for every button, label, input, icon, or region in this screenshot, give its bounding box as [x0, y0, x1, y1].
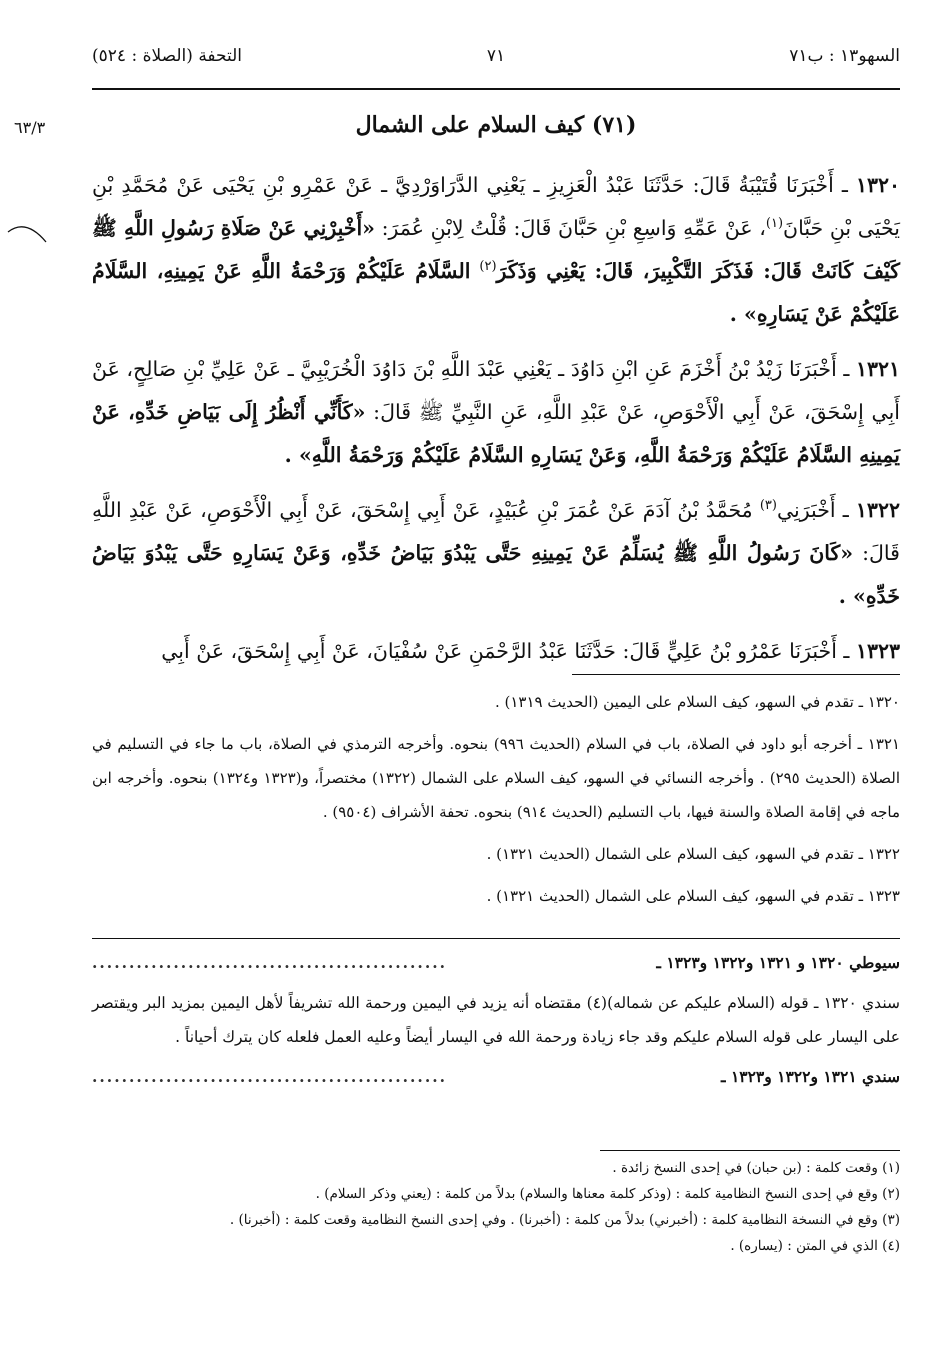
footnote-4: (٤) الذي في المتن : (يساره) . — [730, 1238, 900, 1254]
hadith-matn: «أَخْبِرْنِي عَنْ صَلَاةِ رَسُولِ اللَّهِ ﷺ كَيْفَ كَانَتْ قَالَ: فَذَكَرَ التَّكْبِيرَ، قَالَ: يَعْنِي وَذَكَرَ — [92, 216, 900, 283]
hadith-1322 — [92, 489, 900, 618]
footnotes-divider — [600, 1150, 900, 1151]
header-source-ref: السهو۱۳ : ب۷۱ — [789, 46, 900, 66]
takhrij-divider — [572, 674, 900, 675]
footnote-ref-3: (۳) — [759, 498, 777, 514]
header-divider — [92, 88, 900, 90]
hadith-1323 — [92, 630, 900, 673]
takhrij-1321: ۱۳۲۱ ـ أخرجه أبو داود في الصلاة، باب في السلام (الحديث ۹۹٦) بنحوه. وأخرجه الترمذي في الصلاة، باب ما جاء في التسليم في الصلاة (الحديث ۲۹٥) . وأخرجه النسائي في السهو، كيف السلام على الشمال (۱۳۲۲) مختصراً، و(۱۳۲۳ و۱۳۲٤) بنحوه. وأخرجه ابن ماجه في إقامة الصلاة والسنة فيها، باب التسليم (الحديث ۹۱٤) بنحوه. تحفة الأشراف (۹٥۰٤) . — [92, 735, 900, 821]
footnote-1: (۱) وقعت كلمة : (بن حبان) في إحدى النسخ زائدة . — [612, 1160, 900, 1176]
takhrij-1322: ۱۳۲۲ ـ تقدم في السهو، كيف السلام على الشمال (الحديث ۱۳۲۱) . — [486, 845, 900, 863]
takhrij-notes — [92, 674, 900, 921]
hadith-matn: «كَانَ رَسُولُ اللَّهِ ﷺ يُسَلِّمُ عَنْ يَمِينِهِ حَتَّى يَبْدُوَ بَيَاضُ خَدِّهِ، وَعَنْ يَسَارِهِ حَتَّى يَبْدُوَ بَيَاضُ خَدِّهِ» . — [92, 541, 900, 608]
margin-volume-ref: ۳/٦۳ — [14, 118, 46, 137]
running-header — [92, 40, 900, 90]
hadith-isnad: ـ أَخْبَرَنِي — [776, 498, 849, 522]
footnotes — [92, 1150, 900, 1259]
margin-bracket-mark — [6, 218, 48, 248]
suyuti-label: سيوطي ۱۳۲۰ و ۱۳۲۱ و۱۳۲۲ و۱۳۲۳ ـ — [656, 953, 900, 972]
sharh-divider — [92, 938, 900, 939]
hadith-number: ۱۳۲۱ — [855, 357, 900, 381]
hadith-isnad-cont: مُحَمَّدُ بْنُ آدَمَ عَنْ عُمَرَ بْنِ عُبَيْدٍ، عَنْ أَبِي إِسْحَقَ، عَنْ أَبِي الْأَحْوَصِ، عَنْ عَبْدِ اللَّهِ قَالَ: — [92, 498, 900, 565]
sindi-1320-text: سندي ۱۳۲۰ ـ قوله (السلام عليكم عن شماله)(٤) مقتضاه أنه يزيد في اليمين ورحمة الله تشريفاً لأهل اليمين بمزيد البر ويقتصر على اليسار على قوله السلام عليكم وقد جاء زيادة ورحمة الله في اليسار أيضاً وعليه العمل فلعله كان يترك أحياناً . — [92, 994, 900, 1046]
footnote-2: (۲) وقع في إحدى النسخ النظامية كلمة : (وذكر كلمة معناها والسلام) بدلاً من كلمة : (يعني وذكر السلام) . — [315, 1186, 900, 1202]
footnote-ref-2: (۲) — [479, 259, 497, 275]
hadith-1320 — [92, 164, 900, 336]
suyuti-heading — [92, 946, 900, 980]
sindi-label-2: سندي ۱۳۲۱ و۱۳۲۲ و۱۳۲۳ ـ — [721, 1067, 900, 1086]
header-tuhfa-ref: التحفة (الصلاة : ٥٢٤) — [92, 46, 243, 66]
hadith-number: ۱۳۲۳ — [855, 639, 900, 663]
hadith-matn-cont: السَّلَامُ عَلَيْكُمْ وَرَحْمَةُ اللَّهِ عَنْ يَمِينِهِ، السَّلَامُ عَلَيْكُمْ عَنْ يَسَارِهِ» . — [92, 259, 900, 326]
page-number: ۷۱ — [486, 46, 506, 66]
takhrij-1320: ۱۳۲۰ ـ تقدم في السهو، كيف السلام على اليمين (الحديث ۱۳۱۹) . — [494, 693, 900, 711]
hadith-isnad: ـ أَخْبَرَنَا عَمْرُو بْنُ عَلِيٍّ قَالَ: حَدَّثَنَا عَبْدُ الرَّحْمَنِ عَنْ سُفْيَانَ، عَنْ أَبِي إِسْحَقَ، عَنْ أَبِي — [161, 639, 850, 663]
takhrij-1323: ۱۳۲۳ ـ تقدم في السهو، كيف السلام على الشمال (الحديث ۱۳۲۱) . — [486, 887, 900, 905]
sharh-section — [92, 946, 900, 1100]
dot-leader: ................................................ — [92, 1067, 448, 1086]
hadith-1321 — [92, 348, 900, 477]
footnote-3: (۳) وقع في النسخة النظامية كلمة : (أخبرني) بدلاً من كلمة : (أخبرنا) . وفي إحدى النسخ النظامية وقعت كلمة : (أخبرنا) . — [229, 1212, 900, 1228]
dot-leader: ................................................ — [92, 953, 448, 972]
chapter-title: (۷۱) كيف السلام على الشمال — [355, 112, 637, 138]
hadith-number: ۱۳۲۰ — [855, 173, 900, 197]
sindi-heading-2 — [92, 1060, 900, 1094]
hadith-body — [92, 164, 900, 685]
hadith-isnad-cont: ، عَنْ عَمِّهِ وَاسِعِ بْنِ حَبَّانَ قَالَ: قُلْتُ لِابْنِ عُمَرَ: — [381, 216, 766, 240]
hadith-matn: «كَأَنِّي أَنْظُرُ إِلَى بَيَاضِ خَدِّهِ، عَنْ يَمِينِهِ السَّلَامُ عَلَيْكُمْ وَرَحْمَةُ اللَّهِ، وَعَنْ يَسَارِهِ السَّلَامُ عَلَيْكُمْ وَرَحْمَةُ اللَّهِ» . — [92, 400, 900, 467]
hadith-isnad: ـ أَخْبَرَنَا قُتَيْبَةُ قَالَ: حَدَّثَنَا عَبْدُ الْعَزِيزِ ـ يَعْنِي الدَّرَاوَرْدِيَّ ـ عَنْ عَمْرِو بْنِ يَحْيَى عَنْ مُحَمَّدِ بْنِ يَحْيَى بْنِ حَبَّانَ — [92, 173, 900, 240]
hadith-number: ۱۳۲۲ — [855, 498, 900, 522]
hadith-isnad: ـ أَخْبَرَنَا زَيْدُ بْنُ أَخْزَمَ عَنِ ابْنِ دَاوُدَ ـ يَعْنِي عَبْدَ اللَّهِ بْنَ دَاوُدَ الْخُرَيْبِيَّ ـ عَنْ عَلِيِّ بْنِ صَالِحٍ، عَنْ أَبِي إِسْحَقَ، عَنْ أَبِي الْأَحْوَصِ، عَنْ عَبْدِ اللَّهِ، عَنِ النَّبِيِّ ﷺ قَالَ: — [92, 357, 900, 424]
footnote-ref-1: (۱) — [765, 216, 784, 232]
